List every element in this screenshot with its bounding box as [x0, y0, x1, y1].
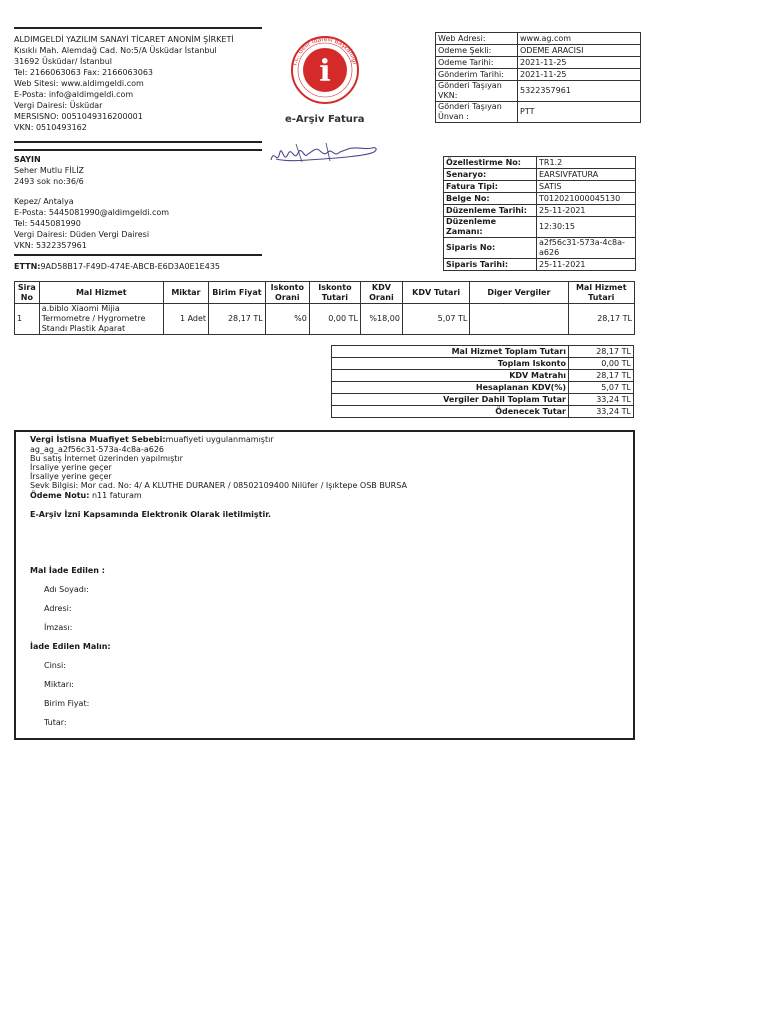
buyer-street: 2493 sok no:36/6 — [14, 177, 84, 186]
ettn-value: 9AD58B17-F49D-474E-ABCB-E6D3A0E1E435 — [40, 262, 220, 271]
table-row — [15, 304, 635, 335]
return-name-field: Adı Soyadı: — [44, 585, 89, 594]
goods-unit-price-field: Birim Fiyat: — [44, 699, 90, 708]
items-cell: %18,00 — [360, 304, 402, 335]
seller-mersis: MERSISNO: 0051049316200001 — [14, 112, 143, 121]
exemption-value: muafiyeti uygulanmamıştır — [165, 435, 274, 444]
totals-row — [332, 394, 634, 406]
spec-label: Fatura Tipi: — [444, 181, 537, 193]
spec-row — [444, 157, 636, 169]
buyer-top-rule — [14, 149, 262, 151]
spec-label: Siparis No: — [444, 238, 537, 259]
buyer-bottom-rule — [14, 254, 262, 256]
spec-value: SATIS — [537, 181, 636, 193]
spec-row — [444, 205, 636, 217]
items-cell: 28,17 TL — [209, 304, 266, 335]
spec-label: Siparis Tarihi: — [444, 259, 537, 271]
items-column-header: KDV Orani — [360, 282, 402, 304]
spec-label: Belge No: — [444, 193, 537, 205]
items-cell: 5,07 TL — [402, 304, 469, 335]
seller-block — [14, 34, 234, 133]
totals-row — [332, 358, 634, 370]
return-signature-field: İmzası: — [44, 623, 73, 632]
spec-label: Düzenleme Tarihi: — [444, 205, 537, 217]
exemption-label: Vergi İstisna Muafiyet Sebebi: — [30, 435, 166, 444]
payment-info-value: 5322357961 — [518, 81, 641, 102]
payment-info-label: Gönderim Tarihi: — [436, 69, 518, 81]
totals-row — [332, 382, 634, 394]
top-rule — [14, 27, 262, 29]
payment-info-label: Web Adresi: — [436, 33, 518, 45]
totals-label: KDV Matrahı — [332, 370, 569, 382]
returned-goods-heading: İade Edilen Malın: — [30, 642, 111, 651]
seller-company: ALDIMGELDİ YAZILIM SANAYİ TİCARET ANONİM ŞİRKETİ — [14, 35, 234, 44]
logo-ring-text: T.C. Gelir İdaresi Başkanlığı — [291, 35, 359, 67]
payment-info-label: Odeme Şekli: — [436, 45, 518, 57]
totals-value: 0,00 TL — [569, 358, 634, 370]
payment-info-value: PTT — [518, 102, 641, 123]
spec-value: 25-11-2021 — [537, 205, 636, 217]
note-line-4: İrsaliye yerine geçer — [30, 472, 112, 481]
items-column-header: Iskonto Tutari — [309, 282, 360, 304]
payment-info-row — [436, 45, 641, 57]
payment-info-label: Gönderi Taşıyan Ünvan : — [436, 102, 518, 123]
totals-value: 33,24 TL — [569, 406, 634, 418]
spec-label: Senaryo: — [444, 169, 537, 181]
seller-vkn: VKN: 0510493162 — [14, 123, 87, 132]
spec-label: Özellestirme No: — [444, 157, 537, 169]
items-cell: 0,00 TL — [309, 304, 360, 335]
seller-address1: Kısıklı Mah. Alemdağ Cad. No:5/A Üsküdar İstanbul — [14, 46, 217, 55]
invoice-spec-table — [443, 156, 636, 271]
payment-note-value: n11 faturam — [89, 491, 142, 500]
goods-quantity-field: Miktarı: — [44, 680, 75, 689]
payment-info-label: Odeme Tarihi: — [436, 57, 518, 69]
ettn-line — [14, 262, 220, 271]
note-line-3: İrsaliye yerine geçer — [30, 463, 112, 472]
totals-label: Hesaplanan KDV(%) — [332, 382, 569, 394]
buyer-tel: Tel: 5445081990 — [14, 219, 81, 228]
spec-row — [444, 169, 636, 181]
goods-amount-field: Tutar: — [44, 718, 67, 727]
notes-box — [14, 430, 635, 740]
items-column-header: Miktar — [163, 282, 208, 304]
gib-logo — [290, 35, 360, 105]
totals-row — [332, 346, 634, 358]
totals-label: Toplam Iskonto — [332, 358, 569, 370]
return-heading: Mal İade Edilen : — [30, 566, 105, 575]
buyer-tax-office: Vergi Dairesi: Düden Vergi Dairesi — [14, 230, 150, 239]
buyer-heading: SAYIN — [14, 155, 41, 164]
seller-email: E-Posta: info@aldimgeldi.com — [14, 90, 134, 99]
exemption-line — [30, 435, 274, 445]
seller-tel: Tel: 2166063063 Fax: 2166063063 — [14, 68, 153, 77]
spec-row — [444, 238, 636, 259]
items-column-header: Mal Hizmet Tutari — [568, 282, 635, 304]
doc-title: e-Arşiv Fatura — [285, 114, 365, 125]
note-line-5: Sevk Bilgisi: Mor cad. No: 4/ A KLUTHE DURANER / 08502109400 Nilüfer / Işıktepe OSB BURSA — [30, 481, 407, 490]
items-cell — [470, 304, 568, 335]
spec-row — [444, 181, 636, 193]
items-column-header: KDV Tutari — [402, 282, 469, 304]
items-column-header: Sira No — [15, 282, 40, 304]
totals-table — [331, 345, 634, 418]
spec-value: EARSIVFATURA — [537, 169, 636, 181]
totals-row — [332, 370, 634, 382]
payment-info-row — [436, 81, 641, 102]
spec-label: Düzenleme Zamanı: — [444, 217, 537, 238]
seller-tax-office: Vergi Dairesi: Üsküdar — [14, 101, 103, 110]
buyer-name: Seher Mutlu FİLİZ — [14, 166, 85, 175]
ettn-label: ETTN: — [14, 262, 41, 271]
goods-type-field: Cinsi: — [44, 661, 66, 670]
payment-note — [30, 491, 142, 501]
seller-bottom-rule — [14, 141, 262, 143]
note-line-1: ag_ag_a2f56c31-573a-4c8a-a626 — [30, 445, 165, 454]
seller-web: Web Sitesi: www.aldimgeldi.com — [14, 79, 144, 88]
buyer-block — [14, 154, 169, 251]
signature — [268, 140, 380, 170]
items-cell: 1 — [15, 304, 40, 335]
totals-value: 33,24 TL — [569, 394, 634, 406]
payment-info-row — [436, 57, 641, 69]
items-cell: %0 — [265, 304, 309, 335]
totals-value: 28,17 TL — [569, 346, 634, 358]
spec-row — [444, 193, 636, 205]
payment-info-label: Gönderi Taşıyan VKN: — [436, 81, 518, 102]
items-column-header: Diger Vergiler — [470, 282, 568, 304]
totals-value: 28,17 TL — [569, 370, 634, 382]
items-column-header: Mal Hizmet — [39, 282, 163, 304]
spec-value: a2f56c31-573a-4c8a-a626 — [537, 238, 636, 259]
payment-info-value: www.ag.com — [518, 33, 641, 45]
buyer-email: E-Posta: 5445081990@aldimgeldi.com — [14, 208, 170, 217]
payment-info-row — [436, 33, 641, 45]
logo-letter: i — [319, 54, 331, 89]
payment-info-row — [436, 69, 641, 81]
spec-value: TR1.2 — [537, 157, 636, 169]
totals-label: Vergiler Dahil Toplam Tutar — [332, 394, 569, 406]
payment-info-table — [435, 32, 641, 123]
items-cell: 28,17 TL — [568, 304, 635, 335]
totals-row — [332, 406, 634, 418]
items-column-header: Iskonto Orani — [265, 282, 309, 304]
earsiv-statement: E-Arşiv İzni Kapsamında Elektronik Olarak iletilmiştir. — [30, 510, 272, 519]
spec-row — [444, 217, 636, 238]
buyer-city: Kepez/ Antalya — [14, 197, 74, 206]
items-cell: a.biblo Xiaomi Mijia Termometre / Hygrometre Standı Plastik Aparat — [39, 304, 163, 335]
totals-label: Ödenecek Tutar — [332, 406, 569, 418]
totals-value: 5,07 TL — [569, 382, 634, 394]
spec-value: T012021000045130 — [537, 193, 636, 205]
spec-value: 12:30:15 — [537, 217, 636, 238]
seller-address2: 31692 Üsküdar/ İstanbul — [14, 57, 112, 66]
payment-info-value: 2021-11-25 — [518, 57, 641, 69]
payment-info-value: ODEME ARACISI — [518, 45, 641, 57]
spec-row — [444, 259, 636, 271]
totals-label: Mal Hizmet Toplam Tutarı — [332, 346, 569, 358]
buyer-vkn: VKN: 5322357961 — [14, 241, 87, 250]
spec-value: 25-11-2021 — [537, 259, 636, 271]
items-column-header: Birim Fiyat — [209, 282, 266, 304]
note-line-2: Bu satış İnternet üzerinden yapılmıştır — [30, 454, 183, 463]
payment-info-row — [436, 102, 641, 123]
payment-info-value: 2021-11-25 — [518, 69, 641, 81]
return-address-field: Adresi: — [44, 604, 72, 613]
items-cell: 1 Adet — [163, 304, 208, 335]
payment-note-label: Ödeme Notu: — [30, 491, 90, 500]
items-table — [14, 281, 635, 335]
